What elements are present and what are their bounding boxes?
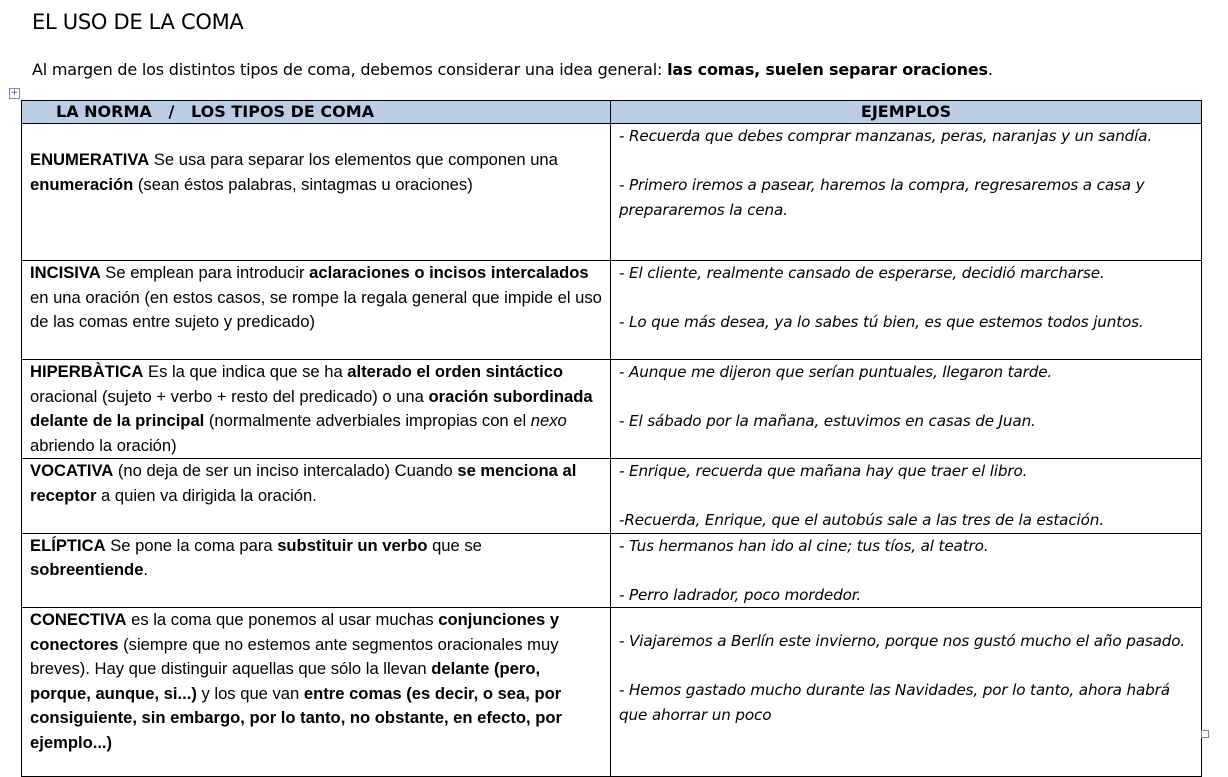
bold-term: ENUMERATIVA — [30, 150, 150, 169]
table-row — [22, 124, 1202, 261]
bold-term: (pero, porque, aunque, si...) — [30, 659, 541, 703]
bold-term: VOCATIVA — [30, 461, 114, 480]
example-text: -Recuerda, Enrique, que el autobús sale a las tres de la estación. — [619, 511, 1104, 529]
bold-term: oración subordinada delante de la principal — [30, 386, 593, 430]
bold-term: delante — [431, 659, 490, 678]
bold-term: aclaraciones o incisos intercalados — [309, 263, 589, 282]
intro-paragraph — [32, 60, 993, 79]
table-header-row — [22, 101, 1202, 124]
bold-term: substituir un verbo — [277, 535, 428, 555]
example-text: - Primero iremos a pasear, haremos la compra, regresaremos a casa y prepararemos la cena. — [619, 176, 1145, 219]
norma-cell: INCISIVA Se emplean para introducir aclaraciones o incisos intercalados en una oración (en estos casos, se rompe la regala general que impide el uso de las comas entre sujeto y predicado) — [22, 261, 611, 360]
ejemplos-cell — [611, 533, 1202, 608]
comma-rules-table — [21, 100, 1202, 777]
example-text: - Perro ladrador, poco mordedor. — [619, 585, 862, 604]
intro-end: . — [987, 60, 993, 79]
table-row — [22, 608, 1202, 777]
table-row — [22, 360, 1202, 459]
bold-term: HIPERBÀTICA — [30, 362, 144, 381]
table-row — [22, 261, 1202, 360]
ejemplos-cell — [611, 360, 1202, 459]
ejemplos-cell — [611, 459, 1202, 534]
bold-term: enumeración — [30, 174, 134, 194]
norma-cell: CONECTIVA es la coma que ponemos al usar muchas conjunciones y conectores (siempre que no estemos ante segmentos oracionales muy breves). Hay que distinguir aquellas que sólo la llevan delante (pero, porque, aunque, si...) y los que van entre comas (es decir, o sea, por consiguiente, sin embargo, por lo tanto, no obstante, en efecto, por ejemplo...) — [22, 608, 611, 777]
header-norma-label: LA NORMA / LOS TIPOS DE COMA — [56, 102, 375, 121]
norma-cell: HIPERBÀTICA Es la que indica que se ha alterado el orden sintáctico oracional (sujeto + verbo + resto del predicado) o una oración subordinada delante de la principal (normalmente adverbiales impropias con el nexo abriendo la oración) — [22, 360, 611, 459]
bold-term: ELÍPTICA — [30, 535, 106, 555]
italic-term: nexo — [530, 411, 567, 430]
example-text: - El cliente, realmente cansado de esperarse, decidió marcharse. — [619, 264, 1105, 282]
bold-term: alterado el orden sintáctico — [347, 362, 564, 381]
bold-term: CONECTIVA — [30, 610, 127, 629]
header-norma — [22, 101, 611, 124]
example-text: - Recuerda que debes comprar manzanas, peras, naranjas y un sandía. — [619, 127, 1153, 145]
ejemplos-cell — [611, 124, 1202, 261]
example-text: - Enrique, recuerda que mañana hay que traer el libro. — [619, 462, 1028, 480]
bold-term: INCISIVA — [30, 263, 101, 282]
header-ejemplos: EJEMPLOS — [611, 101, 1202, 124]
bold-term: entre comas (es decir, o sea, por consiguiente, sin embargo, por lo tanto, no obstante, en efecto, por ejemplo...) — [30, 683, 562, 752]
example-text: - Aunque me dijeron que serían puntuales, llegaron tarde. — [619, 363, 1053, 381]
table-row — [22, 533, 1202, 608]
example-text: - Viajaremos a Berlín este invierno, porque nos gustó mucho el año pasado. — [619, 632, 1186, 650]
norma-cell: ELÍPTICA Se pone la coma para substituir un verbo que se sobreentiende. — [22, 533, 611, 608]
table-body — [22, 124, 1202, 777]
example-text: - El sábado por la mañana, estuvimos en casas de Juan. — [619, 412, 1036, 430]
bold-term: conjunciones y conectores — [30, 610, 560, 654]
bold-term: sobreentiende — [30, 560, 144, 579]
bold-term: se menciona al receptor — [30, 461, 577, 505]
example-text: - Tus hermanos han ido al cine; tus tíos, al teatro. — [619, 536, 989, 555]
intro-bold-text: las comas, suelen separar oraciones — [667, 60, 988, 79]
ejemplos-cell — [611, 261, 1202, 360]
ejemplos-cell — [611, 608, 1202, 777]
table-resize-handle[interactable] — [1201, 730, 1209, 738]
table-row — [22, 459, 1202, 534]
table-move-handle-icon[interactable]: + — [10, 88, 19, 98]
norma-cell: VOCATIVA (no deja de ser un inciso intercalado) Cuando se menciona al receptor a quien va dirigida la oración. — [22, 459, 611, 534]
example-text: - Hemos gastado mucho durante las Navidades, por lo tanto, ahora habrá que ahorrar un poco — [619, 681, 1170, 724]
example-text: - Lo que más desea, ya lo sabes tú bien, es que estemos todos juntos. — [619, 313, 1144, 331]
document-title: EL USO DE LA COMA — [32, 10, 244, 34]
norma-cell: ENUMERATIVA Se usa para separar los elementos que componen una enumeración (sean éstos palabras, sintagmas u oraciones) — [22, 124, 611, 261]
intro-text: Al margen de los distintos tipos de coma, debemos considerar una idea general: — [32, 60, 668, 79]
